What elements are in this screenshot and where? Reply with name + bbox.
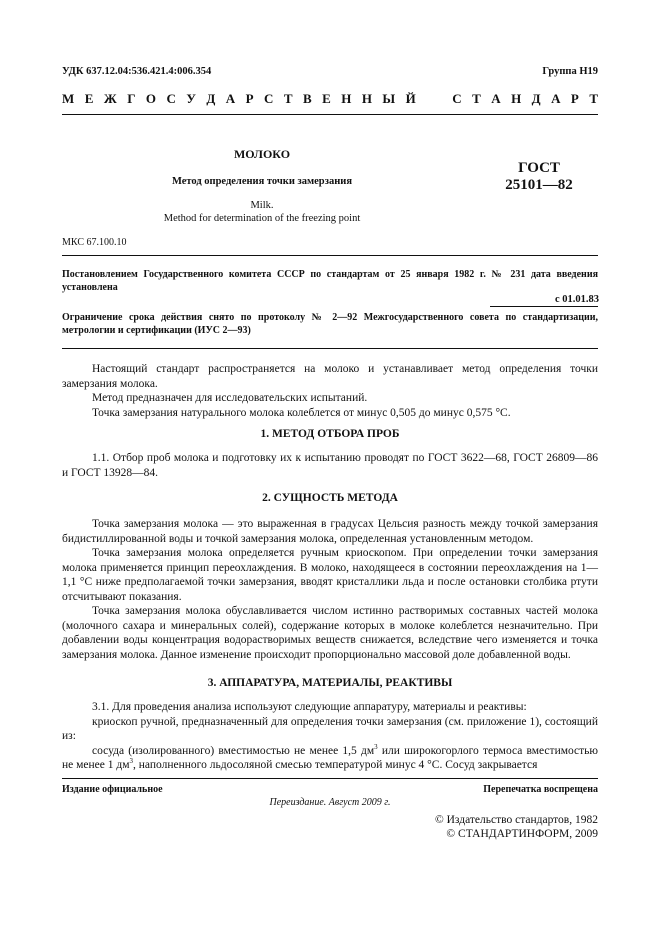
section-3-paragraph: криоскоп ручной, предназначенный для определения точки замерзания (см. приложение 1), состоящий из:: [62, 715, 598, 742]
mks-code: МКС 67.100.10: [62, 237, 127, 248]
copyright-2: © СТАНДАРТИНФОРМ, 2009: [446, 828, 598, 840]
copyright-1: © Издательство стандартов, 1982: [434, 814, 598, 826]
standard-banner: М Е Ж Г О С У Д А Р С Т В Е Н Н Ы Й С Т А Н Д А Р Т: [62, 91, 598, 106]
intro-paragraph: Настоящий стандарт распространяется на молоко и устанавливает метод определения точки замерзания молока.: [62, 363, 598, 390]
section-2-heading: 2. СУЩНОСТЬ МЕТОДА: [262, 492, 398, 504]
official-edition: Издание официальное: [62, 784, 163, 795]
reprint-forbidden: Перепечатка воспрещена: [483, 784, 598, 795]
section-3-heading: 3. АППАРАТУРА, МАТЕРИАЛЫ, РЕАКТИВЫ: [207, 677, 453, 689]
section-2-body: [62, 517, 598, 662]
introduction-date: с 01.01.83: [554, 294, 599, 305]
gost-label: ГОСТ: [518, 160, 560, 176]
intro-paragraph: Метод предназначен для исследовательских испытаний.: [92, 392, 368, 404]
date-underline: [490, 306, 598, 307]
gost-number: 25101—82: [505, 177, 573, 193]
section-2-paragraph: Точка замерзания молока — это выраженная в градусах Цельсия разность между точкой замерзания бидистиллированной воды и точкой замерзания молока, определенная установленным методом.: [62, 518, 598, 545]
group-code: Группа Н19: [542, 66, 598, 77]
decree-text: Постановлением Государственного комитета СССР по стандартам от 25 января 1982 г. № 231 дата введения установлена: [62, 269, 598, 293]
section-3-body: [62, 700, 598, 773]
section-3-paragraph: 3.1. Для проведения анализа используют следующие аппаратуру, материалы и реактивы:: [92, 701, 527, 713]
section-1-paragraph: 1.1. Отбор проб молока и подготовку их к испытанию проводят по ГОСТ 3622—68, ГОСТ 26809—86 и ГОСТ 13928—84.: [62, 452, 598, 479]
section-3-paragraph: сосуда (изолированного) вместимостью не менее 1,5 $дм^3$ или широкогорлого термоса вместимостью не менее 1 $дм^3$, наполненного льдосоляной смесью температурой минус 4 °С. Сосуд закрывается: [62, 742, 598, 771]
document-title-en: Milk.: [250, 200, 274, 211]
section-1-body: [62, 451, 598, 480]
document-title: МОЛОКО: [233, 147, 291, 161]
intro-paragraph: Точка замерзания натурального молока колеблется от минус 0,505 до минус 0,575 °С.: [92, 406, 511, 419]
restriction-text: Ограничение срока действия снято по протоколу № 2—92 Межгосударственного совета по стандартизации, метрологии и сертификации (ИУС 2—93): [62, 312, 598, 336]
title-divider: [62, 255, 598, 256]
reissue-note: Переиздание. Август 2009 г.: [269, 797, 391, 808]
decree-divider: [62, 348, 598, 349]
document-subtitle: Метод определения точки замерзания: [171, 176, 353, 187]
document-subtitle-en: Method for determination of the freezing point: [163, 213, 361, 224]
section-2-paragraph: Точка замерзания молока обуславливается числом истинно растворимых составных частей молока (молочного сахара и минеральных солей), содержание которых в молоке колеблется незначительно. При добавлении воды концентрация водорастворимых веществ снижается, вследствие чего изменяется и точка замерзания молока. Данное изменение происходит пропорционально массовой доле добавленной воды.: [62, 605, 598, 661]
section-2-paragraph: Точка замерзания молока определяется ручным криоскопом. При определении точки замерзания молока применяется принцип переохлаждения. В молоко, находящееся в состоянии переохлаждения на 1—1,1 °С ниже предполагаемой точки замерзания, вводят кристаллики льда и после остановки столбика ртути отсчитывают показания.: [62, 547, 598, 603]
header-divider: [62, 114, 598, 115]
udk-code: УДК 637.12.04:536.421.4:006.354: [62, 66, 212, 77]
footer-divider: [62, 778, 598, 779]
intro-block: [62, 362, 598, 420]
section-1-heading: 1. МЕТОД ОТБОРА ПРОБ: [260, 428, 400, 440]
